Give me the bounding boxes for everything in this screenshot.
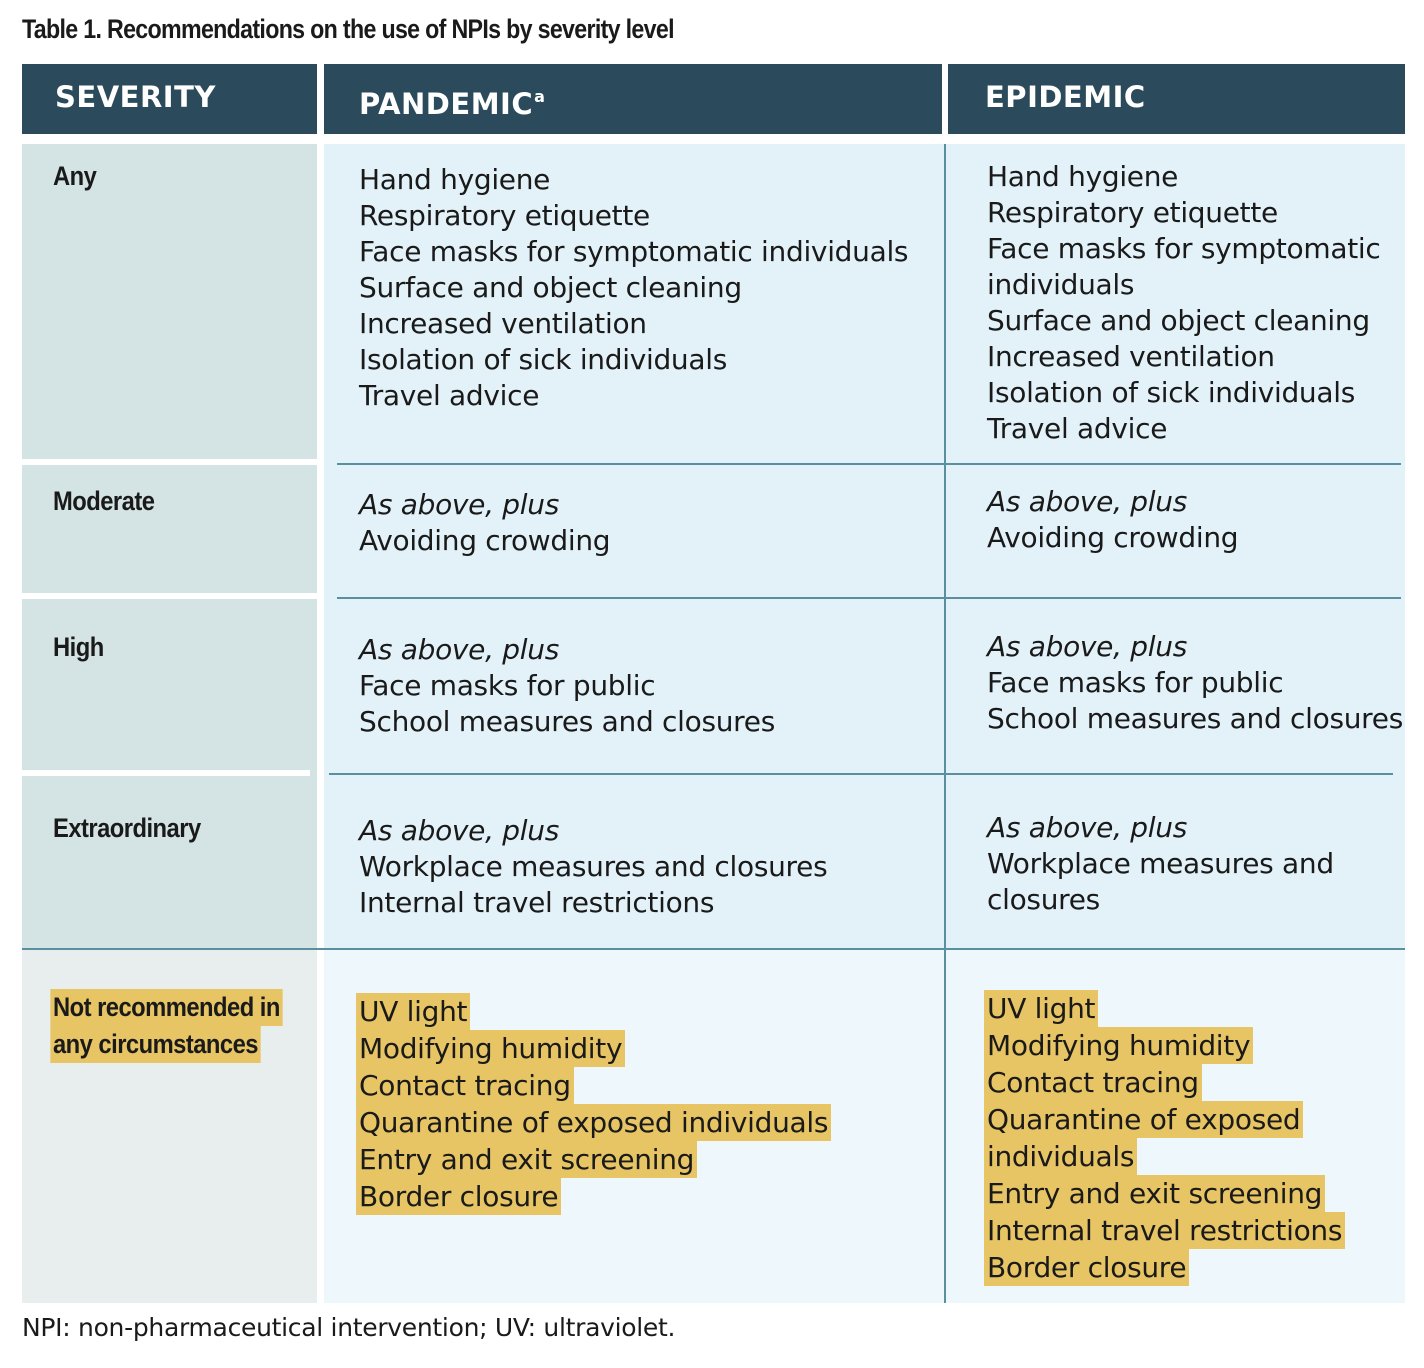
severity-separator (22, 459, 317, 465)
list-item: closures (987, 883, 1100, 916)
list-item: As above, plus (359, 633, 559, 666)
list-item (359, 1178, 831, 1215)
highlighted-text: Quarantine of exposed individuals (356, 1104, 831, 1141)
list-item: Isolation of sick individuals (359, 343, 727, 376)
list-item (987, 1138, 1345, 1175)
pandemic-any-list (359, 162, 908, 414)
list-item: As above, plus (359, 814, 559, 847)
list-item: Travel advice (987, 412, 1168, 445)
row-divider (337, 597, 1401, 599)
list-item: Face masks for symptomatic individuals (359, 235, 909, 268)
highlighted-text: Contact tracing (984, 1064, 1202, 1101)
epidemic-any-list (987, 159, 1380, 447)
column-header-severity (22, 64, 317, 134)
list-item (987, 1175, 1345, 1212)
list-item: Workplace measures and (987, 847, 1334, 880)
list-item: As above, plus (987, 811, 1187, 844)
list-item: individuals (987, 268, 1135, 301)
list-item: Increased ventilation (359, 307, 647, 340)
pandemic-extraordinary-list (359, 813, 827, 921)
pandemic-moderate-list (359, 487, 610, 559)
list-item: School measures and closures (987, 702, 1403, 735)
list-item: Respiratory etiquette (987, 196, 1278, 229)
severity-label-not-recommended-line1: Not recommended in (50, 989, 282, 1026)
list-item (359, 1030, 831, 1067)
list-item: Surface and object cleaning (359, 271, 742, 304)
list-item: Face masks for public (359, 669, 656, 702)
list-item: Hand hygiene (359, 163, 551, 196)
list-item: Avoiding crowding (987, 521, 1239, 554)
highlighted-text: Modifying humidity (356, 1030, 625, 1067)
highlighted-text: Border closure (356, 1178, 561, 1215)
table-footnote: NPI: non-pharmaceutical intervention; UV: ultraviolet. (22, 1313, 676, 1342)
severity-label-not-recommended-line2: any circumstances (50, 1026, 260, 1063)
list-item: Respiratory etiquette (359, 199, 650, 232)
epidemic-high-list (987, 629, 1403, 737)
column-header-epidemic (948, 64, 1405, 134)
list-item (359, 993, 831, 1030)
list-item (359, 1067, 831, 1104)
highlighted-text: UV light (984, 990, 1098, 1027)
highlighted-text: Quarantine of exposed (984, 1101, 1303, 1138)
severity-label-any: Any (53, 161, 97, 191)
list-item: As above, plus (359, 488, 559, 521)
list-item (987, 1101, 1345, 1138)
highlighted-text: Entry and exit screening (984, 1175, 1325, 1212)
column-header-pandemic-label: PANDEMIC (359, 87, 534, 121)
list-item (987, 1212, 1345, 1249)
list-item: School measures and closures (359, 705, 775, 738)
column-divider (944, 144, 946, 1303)
list-item: As above, plus (987, 485, 1187, 518)
list-item: Increased ventilation (987, 340, 1275, 373)
list-item (987, 990, 1345, 1027)
severity-label-high: High (53, 632, 104, 662)
footnote-marker: a (534, 87, 546, 106)
row-divider (337, 463, 1401, 465)
highlighted-text: individuals (984, 1138, 1137, 1175)
severity-label-moderate: Moderate (53, 486, 155, 516)
epidemic-extraordinary-list (987, 810, 1334, 918)
list-item: Travel advice (359, 379, 540, 412)
highlighted-text: Contact tracing (356, 1067, 574, 1104)
list-item (987, 1027, 1345, 1064)
list-item: Internal travel restrictions (359, 886, 715, 919)
highlighted-text: UV light (356, 993, 470, 1030)
severity-label-extraordinary: Extraordinary (53, 813, 201, 843)
list-item: Face masks for symptomatic (987, 232, 1381, 265)
list-item: Workplace measures and closures (359, 850, 828, 883)
list-item (359, 1104, 831, 1141)
list-item: As above, plus (987, 630, 1187, 663)
pandemic-not-recommended-list (359, 993, 831, 1215)
list-item: Isolation of sick individuals (987, 376, 1355, 409)
column-header-pandemic (324, 64, 942, 134)
list-item (359, 1141, 831, 1178)
severity-separator (22, 593, 317, 599)
severity-separator (22, 770, 310, 776)
highlighted-text: Border closure (984, 1249, 1189, 1286)
column-header-severity-label: SEVERITY (55, 80, 216, 114)
list-item (987, 1064, 1345, 1101)
list-item: Avoiding crowding (359, 524, 611, 557)
row-divider (329, 773, 1393, 775)
highlighted-text: Modifying humidity (984, 1027, 1253, 1064)
severity-label-not-recommended (53, 989, 282, 1063)
pandemic-high-list (359, 632, 775, 740)
section-divider (22, 948, 1405, 950)
epidemic-moderate-list (987, 484, 1238, 556)
table-title: Table 1. Recommendations on the use of NPIs by severity level (22, 14, 674, 44)
list-item: Surface and object cleaning (987, 304, 1370, 337)
highlighted-text: Internal travel restrictions (984, 1212, 1345, 1249)
highlighted-text: Entry and exit screening (356, 1141, 697, 1178)
list-item: Hand hygiene (987, 160, 1179, 193)
column-header-epidemic-label: EPIDEMIC (985, 80, 1146, 114)
epidemic-not-recommended-list (987, 990, 1345, 1286)
list-item (987, 1249, 1345, 1286)
list-item: Face masks for public (987, 666, 1284, 699)
